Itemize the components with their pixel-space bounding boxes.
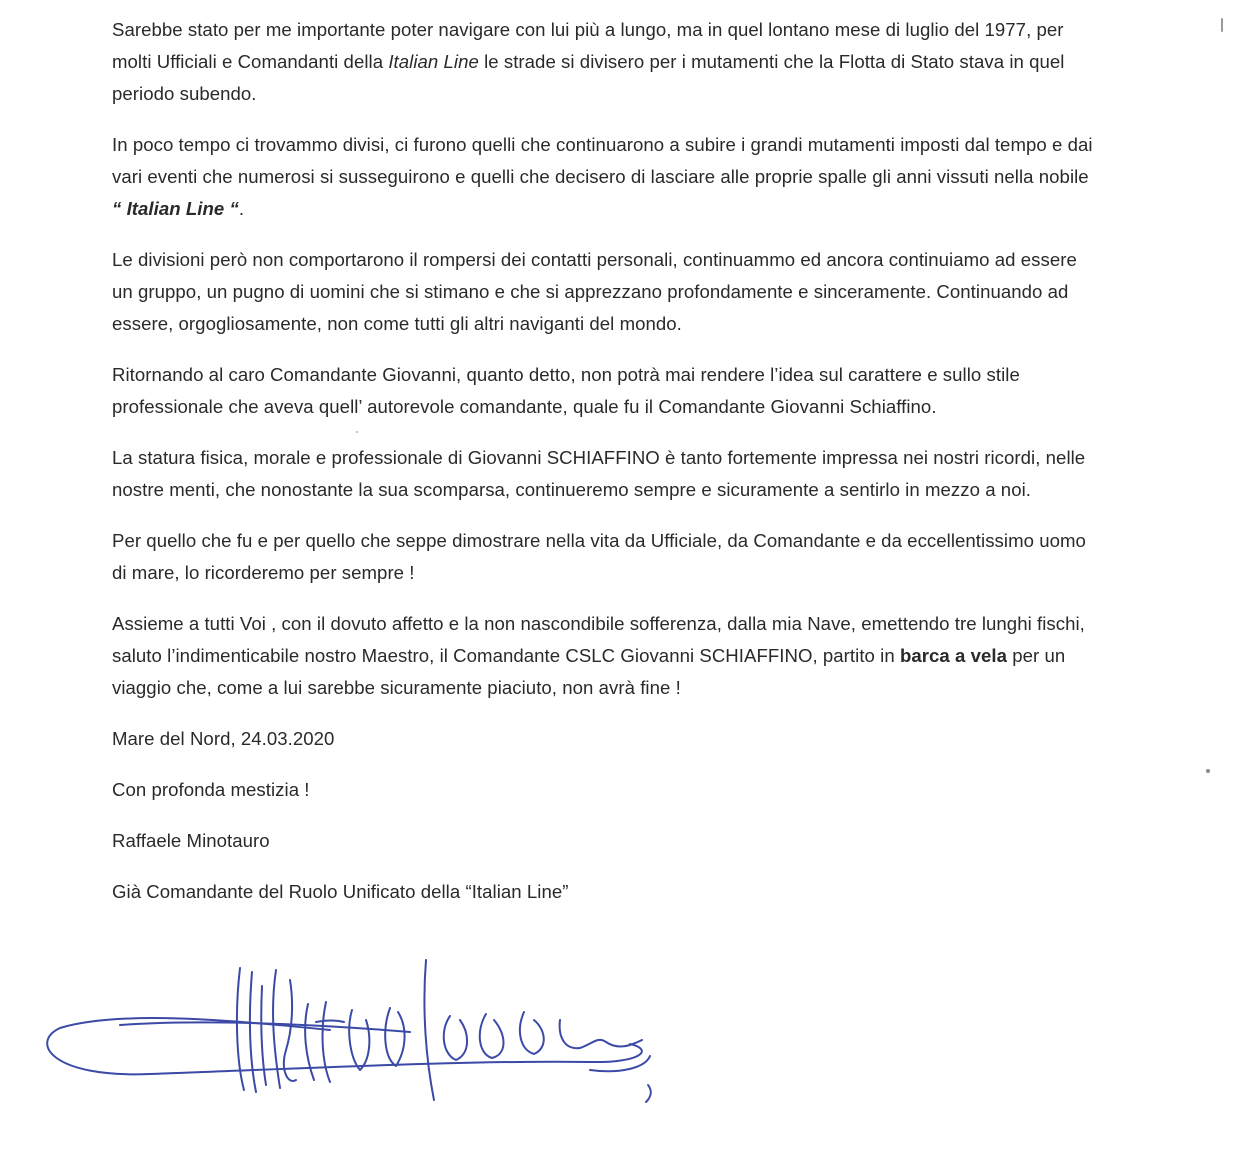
italian-line-italic: Italian Line xyxy=(388,51,479,72)
paragraph-2: In poco tempo ci trovammo divisi, ci furono quelli che continuarono a subire i grandi mutamenti imposti dal tempo e dai vari eventi che numerosi si susseguirono e quelli che decisero di lasciare alle proprie spalle gli anni vissuti nella nobile “ Italian Line “. xyxy=(112,134,1093,219)
handwritten-signature-icon xyxy=(30,950,670,1110)
letter-body xyxy=(112,14,1102,927)
barca-a-vela-bold: barca a vela xyxy=(899,645,1008,666)
paragraph-7: Assieme a tutti Voi , con il dovuto affetto e la non nascondibile sofferenza, dalla mia Nave, emettendo tre lunghi fischi, saluto l’indimenticabile nostro Maestro, il Comandante CSLC Giovanni SCHIAFFINO, partito in barca a vela per un viaggio che, come a lui sarebbe sicuramente piaciuto, non avrà fine ! xyxy=(112,613,1085,698)
scan-speck xyxy=(356,431,358,433)
farewell-line: Con profonda mestizia ! xyxy=(112,779,310,800)
scan-speck xyxy=(1221,18,1223,32)
paragraph-4: Ritornando al caro Comandante Giovanni, quanto detto, non potrà mai rendere l’idea sul carattere e sullo stile professionale che aveva quell’ autorevole comandante, quale fu il Comandante Giovanni Schiaffino. xyxy=(112,364,1020,417)
paragraph-5: La statura fisica, morale e professionale di Giovanni SCHIAFFINO è tanto fortemente impressa nei nostri ricordi, nelle nostre menti, che nonostante la sua scomparsa, continueremo sempre e sicuramente a sentirlo in mezzo a noi. xyxy=(112,447,1086,500)
author-name: Raffaele Minotauro xyxy=(112,830,270,851)
author-role: Già Comandante del Ruolo Unificato della “Italian Line” xyxy=(112,881,569,902)
paragraph-3: Le divisioni però non comportarono il rompersi dei contatti personali, continuammo ed ancora continuiamo ad essere un gruppo, un pugno di uomini che si stimano e che si apprezzano profondamente e sinceramente. Continuando ad essere, orgogliosamente, non come tutti gli altri naviganti del mondo. xyxy=(112,249,1077,334)
scan-speck xyxy=(1206,769,1210,773)
paragraph-1: Sarebbe stato per me importante poter navigare con lui più a lungo, ma in quel lontano mese di luglio del 1977, per molti Ufficiali e Comandanti della Italian Line le strade si divisero per i mutamenti che la Flotta di Stato stava in quel periodo subendo. xyxy=(112,19,1065,104)
place-date: Mare del Nord, 24.03.2020 xyxy=(112,728,335,749)
paragraph-6: Per quello che fu e per quello che seppe dimostrare nella vita da Ufficiale, da Comandante e da eccellentissimo uomo di mare, lo ricorderemo per sempre ! xyxy=(112,530,1086,583)
italian-line-bold-italic: “ Italian Line “ xyxy=(112,198,239,219)
